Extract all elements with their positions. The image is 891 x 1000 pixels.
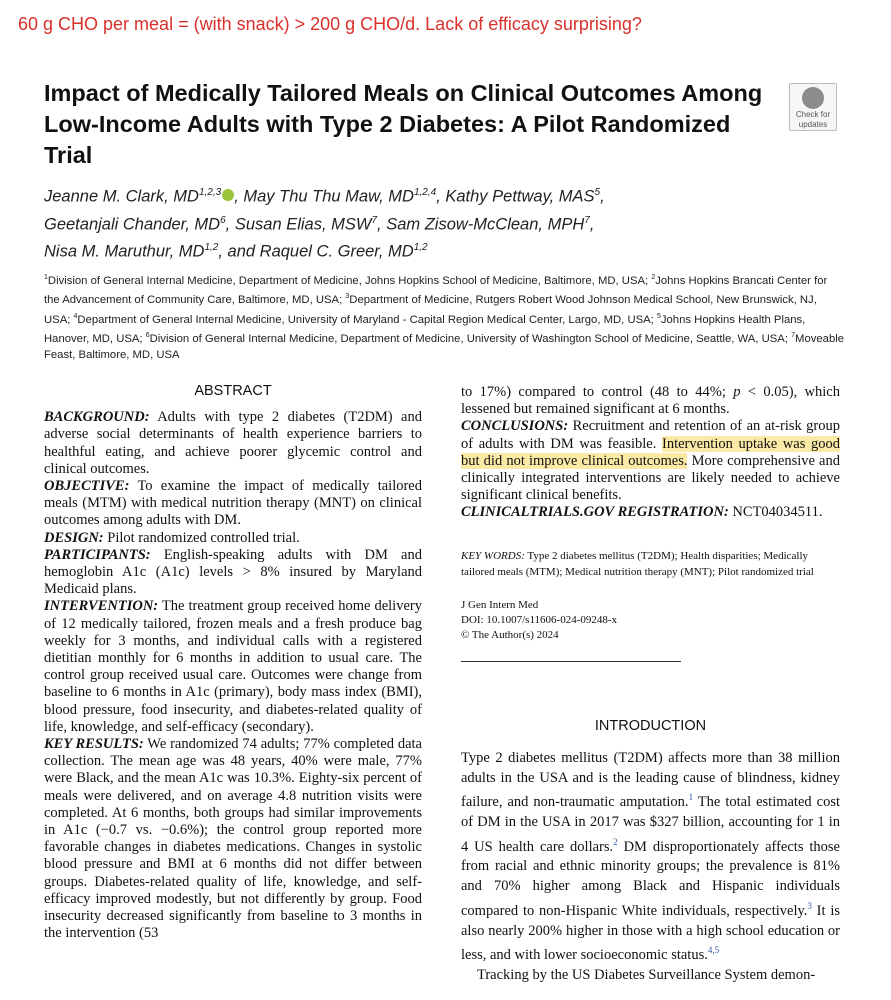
abstract-participants: [44, 547, 422, 599]
affil-text: Johns Hopkins Brancati Center for the Advancement of Community Care, Baltimore, MD, USA;: [44, 274, 828, 307]
key-results-text: We randomized 74 adults; 77% completed data collection. The mean age was 48 years, 40% were male, 77% were Black, and the mean A1c was 10.3%. Eighty-six percent of meals were delivered, and on average 4.8 nutrition visits were completed. At 6 months, both groups had similar improvements in A1c (−0.7 vs. −0.6%); the control group reported more favorable changes in diabetes medications. Changes in systolic blood pressure and BMI at 6 months did not differ between groups. Diabetes-related quality of life, knowledge, and self-efficacy improved modestly, but not differently by group. Food insecurity decreased significantly from baseline to 3 months in the intervention (53: [44, 736, 422, 942]
conclusions-label: CONCLUSIONS:: [461, 418, 569, 435]
citation-ref[interactable]: 4,5: [707, 945, 720, 956]
author-affil-sup: 1,2,4: [413, 187, 437, 198]
abstract-design: [44, 530, 422, 547]
intro-text: It is also nearly 200% higher in those with a high school education or less, and with lower socioeconomic status.: [461, 902, 840, 964]
badge-label-line2: updates: [798, 120, 828, 129]
introduction-paragraph: [461, 749, 840, 966]
abstract-intervention: [44, 598, 422, 736]
key-results-continued: [461, 384, 840, 418]
background-label: BACKGROUND:: [44, 409, 150, 426]
journal-name: J Gen Intern Med: [461, 598, 539, 611]
author-name[interactable]: Susan Elias, MSW: [234, 215, 372, 233]
affil-text: Moveable Feast, Baltimore, MD, USA: [44, 332, 845, 362]
journal-info: [461, 598, 840, 643]
crossmark-icon: [802, 87, 824, 109]
registration-label: CLINICALTRIALS.GOV REGISTRATION:: [461, 504, 729, 521]
check-for-updates-badge[interactable]: [789, 83, 837, 131]
affil-sup: 1: [44, 274, 48, 281]
affil-text: Division of General Internal Medicine, Department of Medicine, Johns Hopkins School of Medicine, Baltimore, MD, USA;: [47, 274, 652, 287]
key-results-label: KEY RESULTS:: [44, 736, 144, 753]
affil-text: Department of General Internal Medicine, University of Maryland - Capital Region Medical Center, Largo, MD, USA;: [77, 313, 657, 326]
affil-text: Department of Medicine, Rutgers Robert Wood Johnson Medical School, New Brunswick, NJ, USA;: [44, 294, 817, 326]
conclusions-text-b: More comprehensive and clinically integrated interventions are likely needed to achieve significant clinical benefits.: [461, 452, 840, 504]
author-name[interactable]: Geetanjali Chander, MD: [44, 215, 221, 233]
keywords-text: Type 2 diabetes mellitus (T2DM); Health disparities; Medically tailored meals (MTM); Medical nutrition therapy (MNT); Pilot randomized trial: [461, 549, 814, 578]
author-affil-sup: 7: [371, 214, 378, 226]
affil-sup: 7: [791, 332, 796, 340]
abstract-heading: ABSTRACT: [194, 383, 272, 399]
orcid-icon[interactable]: [222, 189, 234, 201]
intervention-text: The treatment group received home delivery of 12 medically tailored, frozen meals and a fresh produce bag weekly for 3 months, and individual calls with a registered dietitian monthly for 6 months in addition to usual care. The control group received usual care. Outcomes were change from baseline to 6 months in A1c (primary), body mass index (BMI), blood pressure, food insecurity, and diabetes-related quality of life, knowledge, and self-efficacy (secondary).: [44, 598, 422, 735]
p-value-symbol: p: [733, 384, 741, 400]
abstract-conclusions: [461, 418, 840, 504]
abstract-column-right: [461, 384, 840, 986]
author-name[interactable]: Raquel C. Greer, MD: [259, 242, 414, 261]
author-and: and: [227, 242, 256, 261]
abstract-key-results: [44, 736, 422, 942]
intervention-label: INTERVENTION:: [44, 598, 159, 615]
author-affil-sup: 1,2: [204, 242, 219, 253]
key-results-cont-b: < 0.05), which lessened but remained significant at 6 months.: [461, 384, 840, 418]
badge-label-line1: Check for: [795, 110, 831, 119]
journal-copyright: © The Author(s) 2024: [461, 628, 559, 641]
registration-number[interactable]: NCT04034511.: [732, 504, 823, 521]
affiliations: [44, 270, 844, 364]
background-text: Adults with type 2 diabetes (T2DM) and adverse social determinants of health experience barriers to healthful eating, and achieve poorer glycemic control and clinical outcomes.: [44, 409, 422, 477]
introduction-heading: INTRODUCTION: [594, 717, 707, 734]
affil-sup: 3: [345, 293, 350, 301]
abstract-background: [44, 409, 422, 478]
abstract-registration: [461, 504, 840, 521]
affil-sup: 4: [73, 312, 78, 320]
abstract-column-left: [44, 383, 422, 943]
citation-ref[interactable]: 2: [613, 836, 618, 847]
author-list: Jeanne M. Clark, MD$^{1,2,3}$ , May Thu Thu Maw, MD$^{1,2,4}$, Kathy Pettway, MAS$^5$, Geetanjali Chander, $MD^6$, Susan Elias, MSW$^7$, Sam Zisow-McClean, MPH$^7$, Nisa M. Maruthur, MD$^{1,2}$, and Raquel C. Greer, MD$^{1,2}$: [44, 187, 605, 261]
highlighted-conclusion: Intervention uptake was good but did not improve clinical outcomes.: [461, 435, 840, 469]
intro-text: DM disproportionately affects those from racial and ethnic minority groups; the prevalence is 81% and 70% higher among Black and Hispanic individuals compared to non-Hispanic White individuals, respectively.: [461, 838, 840, 919]
author-affil-sup: 6: [220, 214, 226, 226]
article-title: Impact of Medically Tailored Meals on Clinical Outcomes Among Low-Income Adults with Type 2 Diabetes: A Pilot Randomized Trial: [44, 80, 763, 168]
author-name[interactable]: May Thu Thu Maw, MD: [243, 187, 414, 206]
affil-sup: 2: [651, 274, 656, 281]
affil-sup: 5: [656, 312, 661, 320]
annotation-note: 60 g CHO per meal = (with snack) > 200 g CHO/d. Lack of efficacy surprising?: [18, 14, 642, 34]
intro-text: The total estimated cost of DM in the USA in 2017 was $327 billion, accounting for 1 in 4 US health care dollars.: [461, 794, 840, 855]
author-name[interactable]: Kathy Pettway, MAS: [445, 187, 595, 206]
abstract-objective: [44, 478, 422, 530]
design-label: DESIGN:: [44, 529, 104, 546]
affil-sup: 6: [145, 332, 150, 340]
affil-text: Division of General Internal Medicine, Department of Medicine, University of Washington School of Medicine, Seattle, WA, USA;: [149, 332, 792, 345]
objective-text: To examine the impact of medically tailored meals (MTM) with medical nutrition therapy (MNT) on clinical outcomes among adults with DM.: [44, 478, 422, 529]
author-affil-sup: 7: [584, 214, 590, 226]
author-name[interactable]: Nisa M. Maruthur, MD: [44, 242, 205, 261]
design-text: Pilot randomized controlled trial.: [107, 529, 300, 546]
intro-text: Type 2 diabetes mellitus (T2DM) affects more than 38 million adults in the USA and is the leading cause of blindness, kidney failure, and non-traumatic amputation.: [461, 749, 840, 811]
objective-label: OBJECTIVE:: [44, 478, 130, 495]
author-name[interactable]: Jeanne M. Clark, MD: [44, 187, 199, 206]
author-name[interactable]: Sam Zisow-McClean, MPH: [386, 215, 585, 233]
journal-doi[interactable]: DOI: 10.1007/s11606-024-09248-x: [461, 613, 618, 626]
introduction-paragraph-2: Tracking by the US Diabetes Surveillance System demon-: [477, 967, 816, 984]
participants-text: English-speaking adults with DM and hemoglobin A1c (A1c) levels > 8% insured by Maryland Medicaid plans.: [44, 546, 422, 598]
key-results-cont-a: to 17%) compared to control (48 to 44%;: [461, 384, 734, 400]
author-affil-sup: 5: [594, 187, 601, 198]
conclusions-text-a: Recruitment and retention of an at-risk group of adults with DM was feasible.: [461, 418, 841, 452]
keywords-label: KEY WORDS:: [461, 549, 525, 562]
citation-ref[interactable]: 1: [688, 792, 694, 803]
author-affil-sup: 1,2: [413, 242, 428, 253]
divider: [461, 661, 681, 662]
citation-ref[interactable]: 3: [807, 901, 812, 912]
author-affil-sup: 1,2,3: [198, 187, 222, 198]
keywords: [461, 548, 840, 580]
affil-text: Johns Hopkins Health Plans, Hanover, MD, USA;: [44, 313, 806, 345]
participants-label: PARTICIPANTS:: [44, 546, 151, 563]
